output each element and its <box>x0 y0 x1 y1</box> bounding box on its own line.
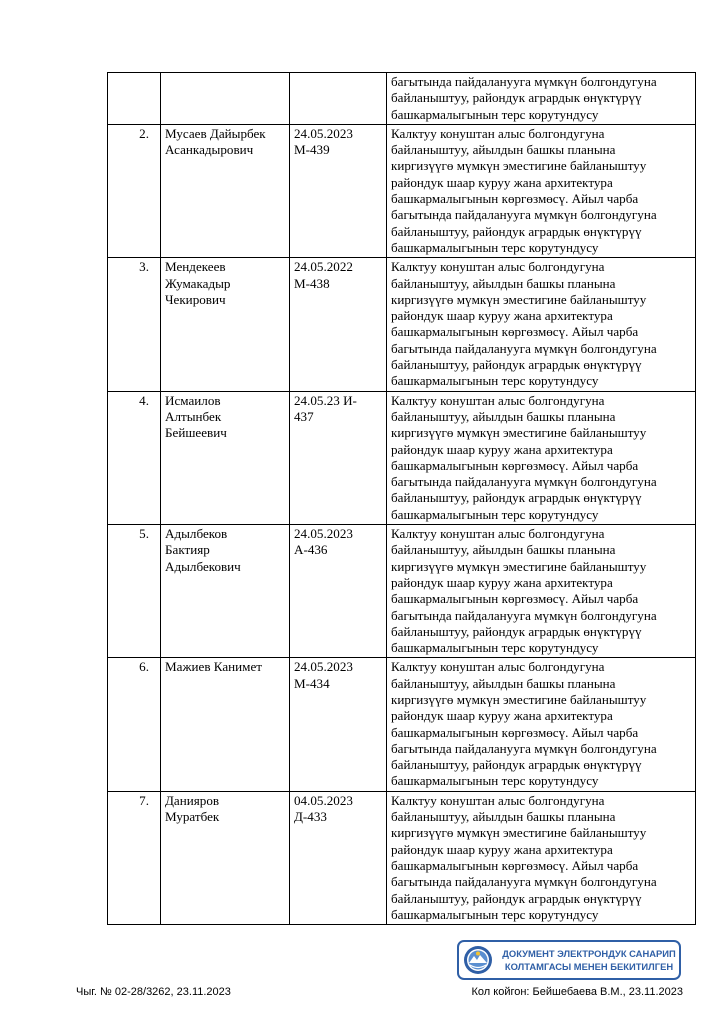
decision-date-cell: 24.05.2023 А-436 <box>290 525 387 658</box>
decision-date-cell: 04.05.2023 Д-433 <box>290 791 387 924</box>
description-line: байланыштуу, райондук агрардык өнүктүрүү <box>391 757 642 773</box>
description-line: багытында пайдаланууга мүмкүн болгондугуна <box>391 207 657 223</box>
table-row <box>108 73 696 125</box>
applicant-name-cell: Адылбеков Бактияр Адылбекович <box>161 525 290 658</box>
description-line: байланыштуу, айылдын башкы планына <box>391 809 616 825</box>
table-row <box>108 658 696 791</box>
decision-description-cell <box>387 658 696 791</box>
applicant-name-cell: Данияров Муратбек <box>161 791 290 924</box>
description-line: башкармалыгынын көргөзмөсү. Айыл чарба <box>391 324 639 340</box>
applicant-name-cell <box>161 73 290 125</box>
decision-description-cell <box>387 391 696 524</box>
description-line: башкармалыгынын терс корутундусу <box>391 906 599 922</box>
description-line: башкармалыгынын терс корутундусу <box>391 506 599 522</box>
description-line: райондук шаар куруу жана архитектура <box>391 841 613 857</box>
description-line: Калктуу конуштан алыс болгондугуна <box>391 392 605 408</box>
description-line: башкармалыгынын терс корутундусу <box>391 773 599 789</box>
description-line: багытында пайдаланууга мүмкүн болгондугуна <box>391 340 657 356</box>
table-row <box>108 391 696 524</box>
applicant-name-cell: Мажиев Канимет <box>161 658 290 791</box>
applicant-name-cell: Исмаилов Алтынбек Бейшеевич <box>161 391 290 524</box>
description-line: байланыштуу, райондук агрардык өнүктүрүү <box>391 90 642 106</box>
stamp-line-2: КОЛТАМГАСЫ МЕНЕН БЕКИТИЛГЕН <box>504 961 674 972</box>
stamp-text <box>499 947 679 973</box>
description-line: байланыштуу, айылдын башкы планына <box>391 142 616 158</box>
description-line: байланыштуу, райондук агрардык өнүктүрүү <box>391 623 642 639</box>
description-line: райондук шаар куруу жана архитектура <box>391 708 613 724</box>
row-number-cell: 5. <box>108 525 161 658</box>
stamp-line-1: ДОКУМЕНТ ЭЛЕКТРОНДУК САНАРИП <box>502 948 676 959</box>
row-number-cell: 6. <box>108 658 161 791</box>
description-line: киргизүүгө мүмкүн эместигине байланыштуу <box>391 558 647 574</box>
description-line: байланыштуу, райондук агрардык өнүктүрүү <box>391 223 642 239</box>
decision-description-cell <box>387 73 696 125</box>
description-line: райондук шаар куруу жана архитектура <box>391 441 613 457</box>
description-line: Калктуу конуштан алыс болгондугуна <box>391 125 605 141</box>
description-line: райондук шаар куруу жана архитектура <box>391 308 613 324</box>
description-line: башкармалыгынын көргөзмөсү. Айыл чарба <box>391 457 639 473</box>
description-line: Калктуу конуштан алыс болгондугуна <box>391 659 605 675</box>
row-number-cell: 7. <box>108 791 161 924</box>
description-line: киргизүүгө мүмкүн эместигине байланыштуу <box>391 158 647 174</box>
description-line: багытында пайдаланууга мүмкүн болгондугуна <box>391 74 657 89</box>
description-line: байланыштуу, райондук агрардык өнүктүрүү <box>391 890 642 906</box>
decision-description-cell <box>387 525 696 658</box>
table-row <box>108 124 696 257</box>
row-number-cell: 4. <box>108 391 161 524</box>
description-line: башкармалыгынын терс корутундусу <box>391 640 599 656</box>
description-line: багытында пайдаланууга мүмкүн болгондугуна <box>391 874 657 890</box>
description-line: байланыштуу, райондук агрардык өнүктүрүү <box>391 357 642 373</box>
description-line: киргизүүгө мүмкүн эместигине байланыштуу <box>391 425 647 441</box>
row-number-cell: 3. <box>108 258 161 391</box>
table-row <box>108 791 696 924</box>
decision-date-cell: 24.05.2023 М-439 <box>290 124 387 257</box>
description-line: башкармалыгынын терс корутундусу <box>391 373 599 389</box>
table-row <box>108 258 696 391</box>
row-number-cell <box>108 73 161 125</box>
description-line: башкармалыгынын терс корутундусу <box>391 106 599 122</box>
signed-by: Кол койгон: Бейшебаева В.М., 23.11.2023 <box>471 986 683 998</box>
description-line: башкармалыгынын көргөзмөсү. Айыл чарба <box>391 591 639 607</box>
decision-description-cell <box>387 124 696 257</box>
description-line: багытында пайдаланууга мүмкүн болгондугуна <box>391 474 657 490</box>
row-number-cell: 2. <box>108 124 161 257</box>
description-line: багытында пайдаланууга мүмкүн болгондугуна <box>391 740 657 756</box>
decision-date-cell: 24.05.2023 М-434 <box>290 658 387 791</box>
description-line: райондук шаар куруу жана архитектура <box>391 574 613 590</box>
table-row <box>108 525 696 658</box>
digital-signature-stamp <box>457 940 681 980</box>
description-line: райондук шаар куруу жана архитектура <box>391 174 613 190</box>
description-line: байланыштуу, айылдын башкы планына <box>391 542 616 558</box>
table-body <box>108 73 696 925</box>
outgoing-number: Чыг. № 02-28/3262, 23.11.2023 <box>76 986 231 998</box>
decision-date-cell <box>290 73 387 125</box>
decision-description-cell <box>387 791 696 924</box>
applicant-name-cell: Мусаев Дайырбек Асанкадырович <box>161 124 290 257</box>
state-emblem-icon <box>463 945 493 975</box>
description-line: киргизүүгө мүмкүн эместигине байланыштуу <box>391 291 647 307</box>
description-line: байланыштуу, айылдын башкы планына <box>391 675 616 691</box>
decision-date-cell: 24.05.23 И- 437 <box>290 391 387 524</box>
description-line: башкармалыгынын көргөзмөсү. Айыл чарба <box>391 857 639 873</box>
description-line: Калктуу конуштан алыс болгондугуна <box>391 259 605 275</box>
decisions-table <box>107 72 696 925</box>
description-line: башкармалыгынын терс корутундусу <box>391 239 599 255</box>
description-line: байланыштуу, айылдын башкы планына <box>391 275 616 291</box>
decision-date-cell: 24.05.2022 М-438 <box>290 258 387 391</box>
description-line: башкармалыгынын көргөзмөсү. Айыл чарба <box>391 191 639 207</box>
description-line: байланыштуу, райондук агрардык өнүктүрүү <box>391 490 642 506</box>
description-line: Калктуу конуштан алыс болгондугуна <box>391 526 605 542</box>
description-line: багытында пайдаланууга мүмкүн болгондугуна <box>391 607 657 623</box>
description-line: Калктуу конуштан алыс болгондугуна <box>391 792 605 808</box>
description-line: киргизүүгө мүмкүн эместигине байланыштуу <box>391 691 647 707</box>
description-line: байланыштуу, айылдын башкы планына <box>391 408 616 424</box>
decision-description-cell <box>387 258 696 391</box>
applicant-name-cell: Мендекеев Жумакадыр Чекирович <box>161 258 290 391</box>
description-line: башкармалыгынын көргөзмөсү. Айыл чарба <box>391 724 639 740</box>
description-line: киргизүүгө мүмкүн эместигине байланыштуу <box>391 825 647 841</box>
